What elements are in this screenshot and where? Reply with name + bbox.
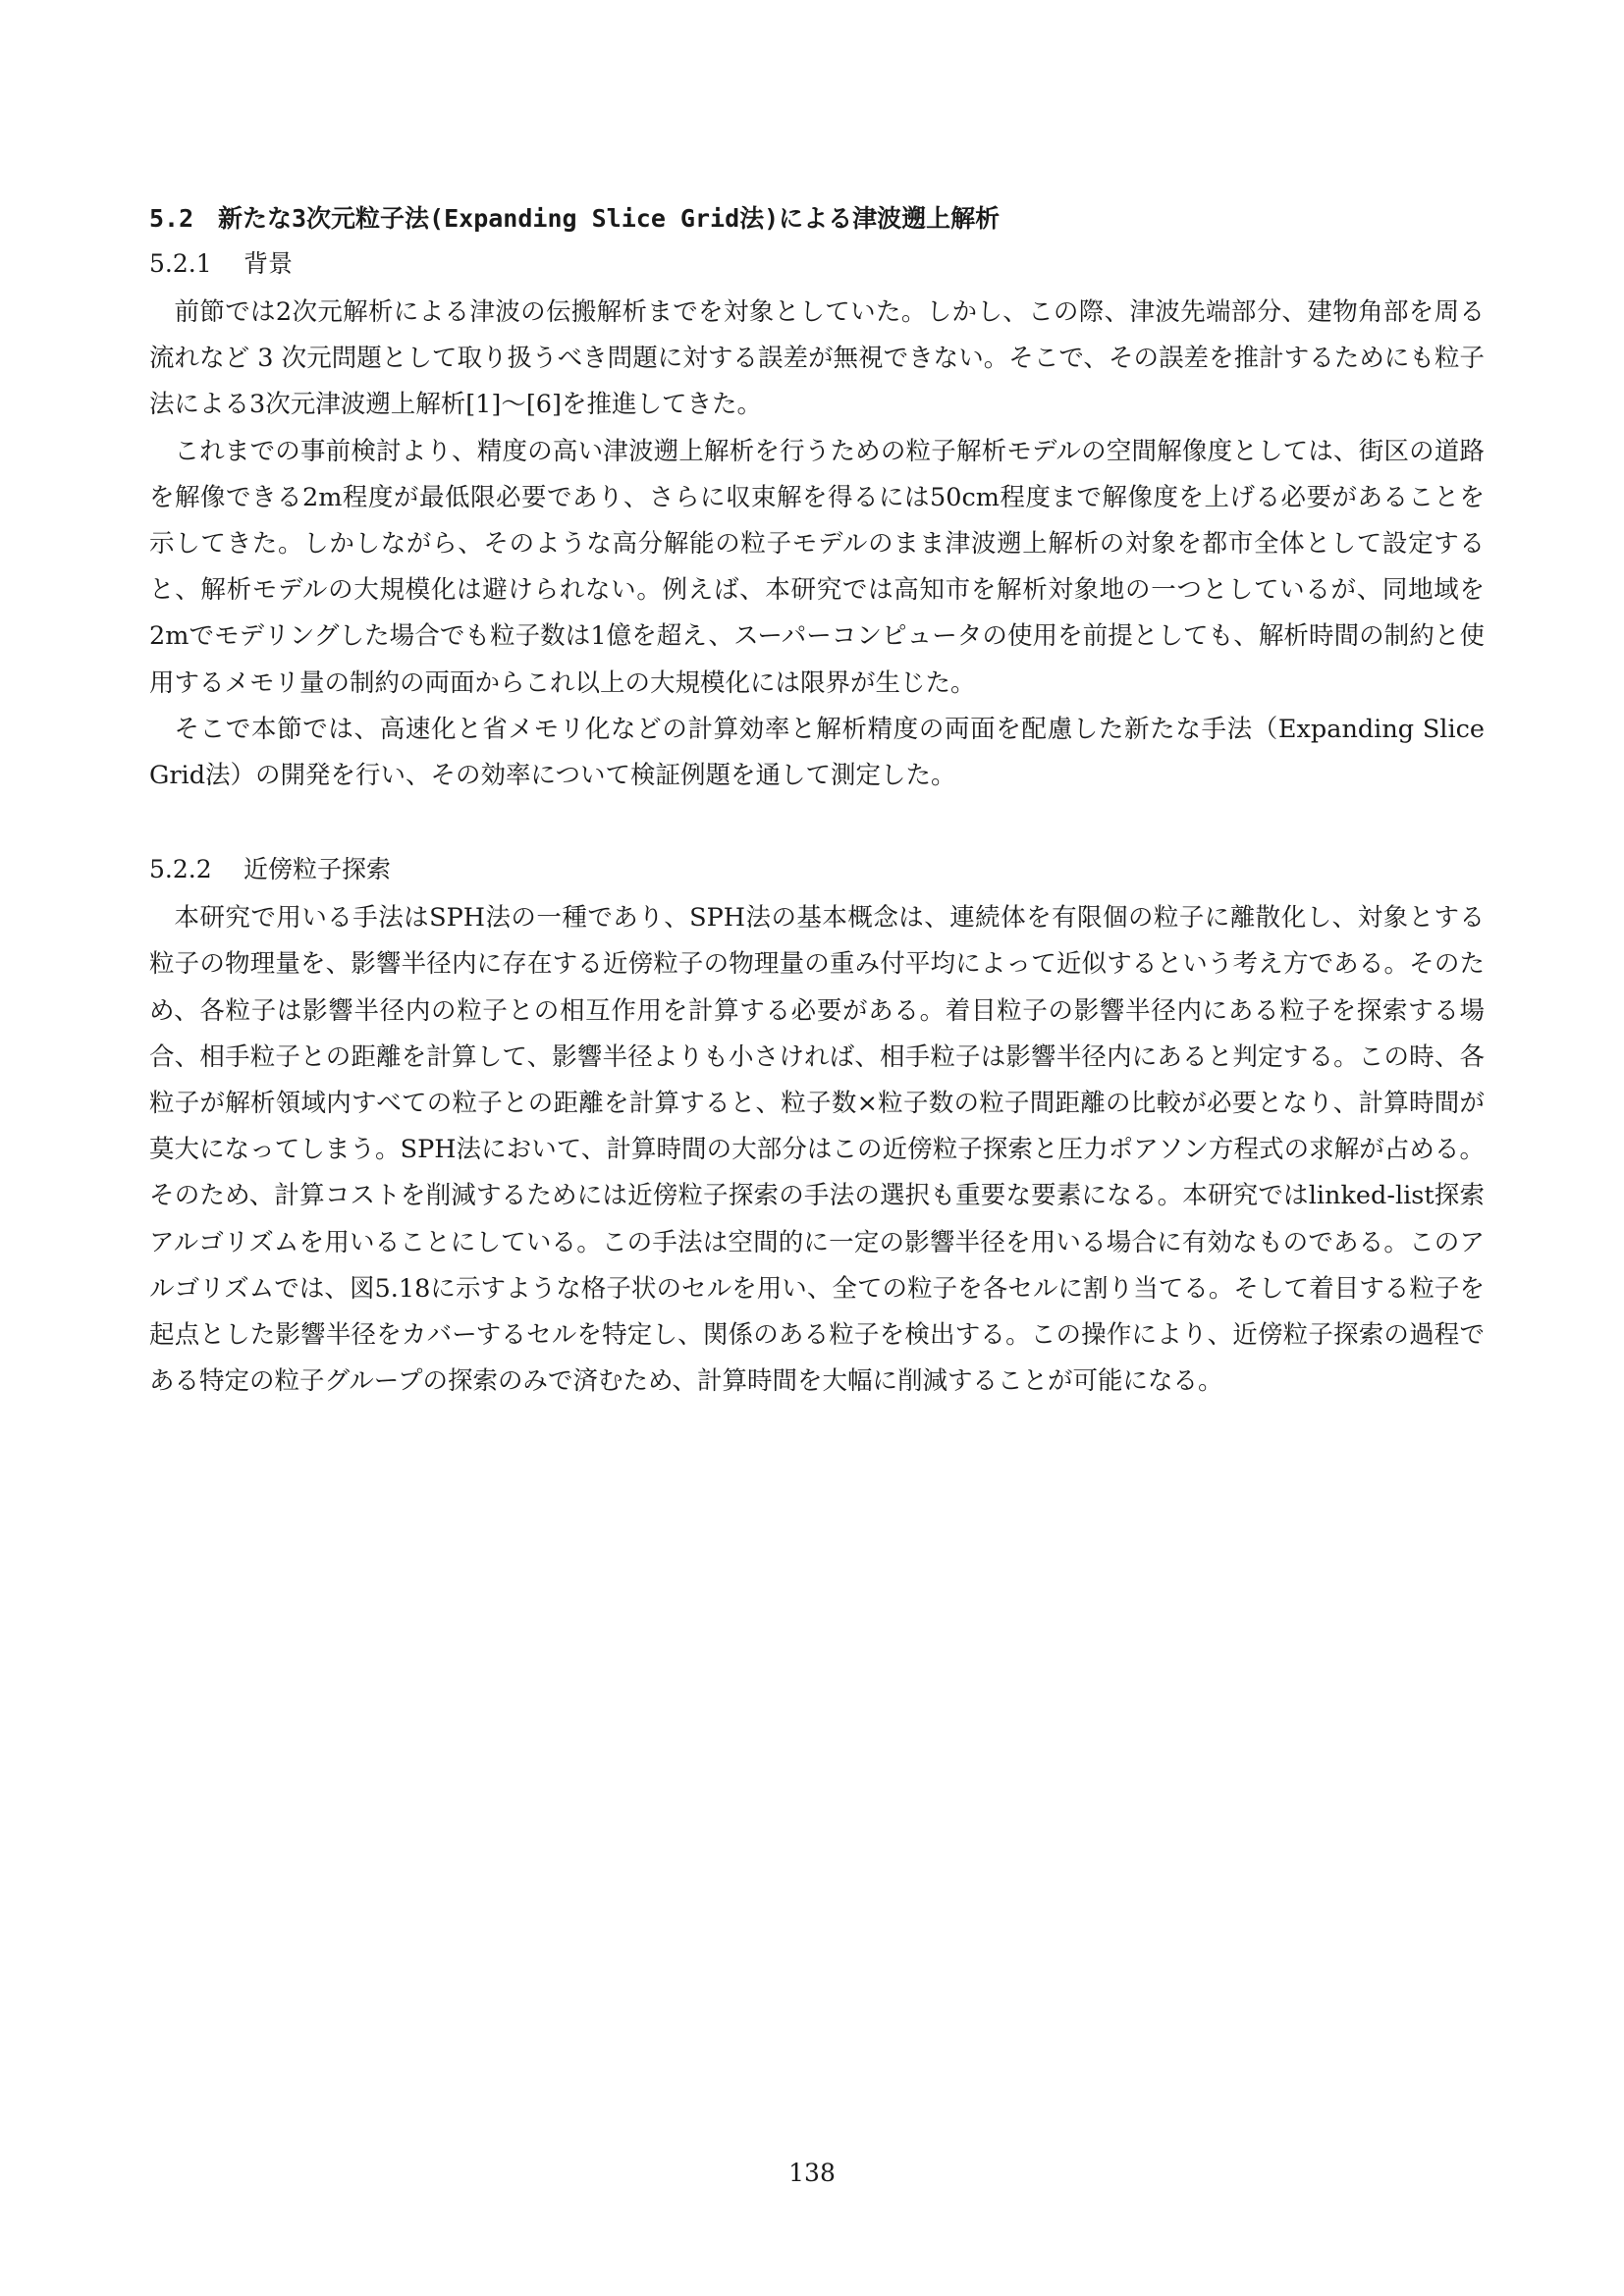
paragraph: これまでの事前検討より、精度の高い津波遡上解析を行うための粒子解析モデルの空間解像度としては、街区の道路を解像できる2m程度が最低限必要であり、さらに収束解を得るには50cm程度まで解像度を上げる必要があることを示してきた。しかしながら、そのような高分解能の粒子モデルのまま津波遡上解析の対象を都市全体として設定すると、解析モデルの大規模化は避けられない。例えば、本研究では高知市を解析対象地の一つとしているが、同地域を2mでモデリングした場合でも粒子数は1億を超え、スーパーコンピュータの使用を前提としても、解析時間の制約と使用するメモリ量の制約の両面からこれ以上の大規模化には限界が生じた。: [149, 436, 1485, 698]
paragraph: 前節では2次元解析による津波の伝搬解析までを対象としていた。しかし、この際、津波先端部分、建物角部を周る流れなど 3 次元問題として取り扱うべき問題に対する誤差が無視できない。そこで、その誤差を推計するためにも粒子法による3次元津波遡上解析[1]～[6]を推進してきた。: [149, 297, 1485, 420]
section-spacer: [149, 799, 1485, 844]
subsection-number: 5.2.1: [149, 249, 212, 278]
section-title: 新たな3次元粒子法(Expanding Slice Grid法)による津波遡上解析: [218, 204, 1001, 233]
subsection-title: 近傍粒子探索: [244, 855, 392, 884]
subsection-number: 5.2.2: [149, 855, 212, 884]
page-number: 138: [788, 2159, 836, 2187]
subsection-title: 背景: [244, 249, 294, 278]
section-number: 5.2: [149, 204, 194, 233]
section-heading: [149, 199, 1485, 239]
paragraph: 本研究で用いる手法はSPH法の一種であり、SPH法の基本概念は、連続体を有限個の粒子に離散化し、対象とする粒子の物理量を、影響半径内に存在する近傍粒子の物理量の重み付平均によって近似するという考え方である。そのため、各粒子は影響半径内の粒子との相互作用を計算する必要がある。着目粒子の影響半径内にある粒子を探索する場合、相手粒子との距離を計算して、影響半径よりも小さければ、相手粒子は影響半径内にあると判定する。この時、各粒子が解析領域内すべての粒子との距離を計算すると、粒子数×粒子数の粒子間距離の比較が必要となり、計算時間が莫大になってしまう。SPH法において、計算時間の大部分はこの近傍粒子探索と圧力ポアソン方程式の求解が占める。そのため、計算コストを削減するためには近傍粒子探索の手法の選択も重要な要素になる。本研究ではlinked-list探索アルゴリズムを用いることにしている。この手法は空間的に一定の影響半径を用いる場合に有効なものである。このアルゴリズムでは、図5.18に示すような格子状のセルを用い、全ての粒子を各セルに割り当てる。そして着目する粒子を起点とした影響半径をカバーするセルを特定し、関係のある粒子を検出する。この操作により、近傍粒子探索の過程である特定の粒子グループの探索のみで済むため、計算時間を大幅に削減することが可能になる。: [149, 903, 1485, 1397]
paragraph: そこで本節では、高速化と省メモリ化などの計算効率と解析精度の両面を配慮した新たな手法（Expanding Slice Grid法）の開発を行い、その効率について検証例題を通して測定した。: [149, 714, 1485, 791]
subsection-heading-background: [149, 244, 1485, 284]
subsection-heading-neighbor-search: [149, 850, 1485, 889]
page-content: [149, 199, 1485, 1405]
